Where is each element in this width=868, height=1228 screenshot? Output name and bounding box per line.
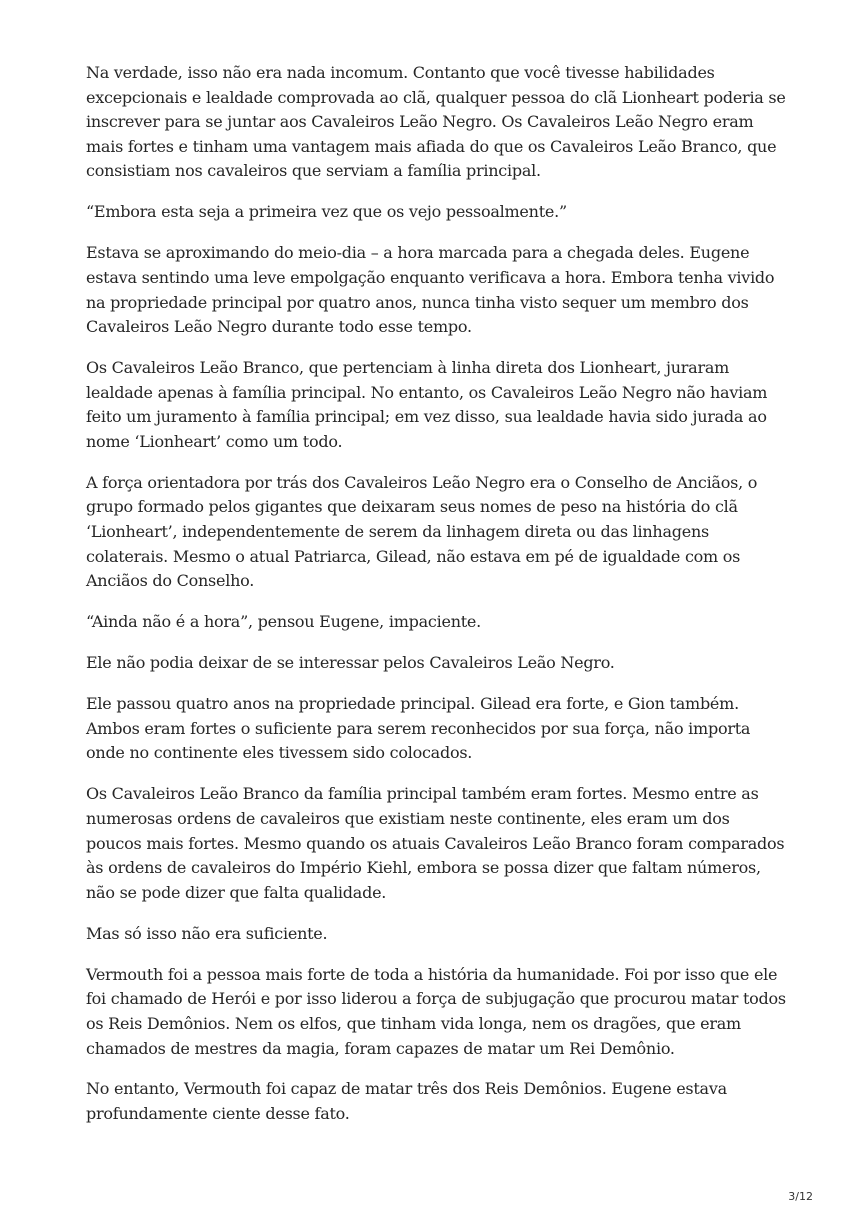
paragraph: Ele não podia deixar de se interessar pelos Cavaleiros Leão Negro. — [86, 653, 615, 673]
paragraph: Vermouth foi a pessoa mais forte de toda a história da humanidade. Foi por isso que ele foi chamado de Herói e por isso liderou a força de subjugação que procurou matar todos os Reis Demônios. Nem os elfos, que tinham vida longa, nem os dragões, que eram chamados de mestres da magia, foram capazes de matar um Rei Demônio. — [86, 964, 786, 1058]
paragraph: Estava se aproximando do meio-dia – a hora marcada para a chegada deles. Eugene estava sentindo uma leve empolgação enquanto verificava a hora. Embora tenha vivido na propriedade principal por quatro anos, nunca tinha visto sequer um membro dos Cavaleiros Leão Negro durante todo esse tempo. — [86, 243, 775, 337]
paragraph: Ele passou quatro anos na propriedade principal. Gilead era forte, e Gion também. Ambos eram fortes o suficiente para serem reconhecidos por sua força, não importa onde no continente eles tivessem sido colocados. — [86, 694, 751, 763]
paragraph: Os Cavaleiros Leão Branco da família principal também eram fortes. Mesmo entre as numerosas ordens de cavaleiros que existiam neste continente, eles eram um dos poucos mais fortes. Mesmo quando os atuais Cavaleiros Leão Branco foram comparados às ordens de cavaleiros do Império Kiehl, embora se possa dizer que faltam números, não se pode dizer que falta qualidade. — [86, 784, 785, 902]
paragraph: Na verdade, isso não era nada incomum. Contanto que você tivesse habilidades excepcionais e lealdade comprovada ao clã, qualquer pessoa do clã Lionheart poderia se inscrever para se juntar aos Cavaleiros Leão Negro. Os Cavaleiros Leão Negro eram mais fortes e tinham uma vantagem mais afiada do que os Cavaleiros Leão Branco, que consistiam nos cavaleiros que serviam a família principal. — [86, 63, 786, 181]
paragraph: “Embora esta seja a primeira vez que os vejo pessoalmente.” — [86, 202, 567, 222]
page-number: 3/12 — [788, 1190, 813, 1203]
document-body — [86, 61, 786, 1143]
paragraph: “Ainda não é a hora”, pensou Eugene, impaciente. — [86, 612, 481, 632]
paragraph: Os Cavaleiros Leão Branco, que pertenciam à linha direta dos Lionheart, juraram lealdade apenas à família principal. No entanto, os Cavaleiros Leão Negro não haviam feito um juramento à família principal; em vez disso, sua lealdade havia sido jurada ao nome ‘Lionheart’ como um todo. — [86, 358, 768, 451]
paragraph: No entanto, Vermouth foi capaz de matar três dos Reis Demônios. Eugene estava profundamente ciente desse fato. — [86, 1079, 727, 1124]
paragraph: Mas só isso não era suficiente. — [86, 923, 328, 943]
paragraph: A força orientadora por trás dos Cavaleiros Leão Negro era o Conselho de Anciãos, o grupo formado pelos gigantes que deixaram seus nomes de peso na história do clã ‘Lionheart’, independentemente de serem da linhagem direta ou das linhagens colaterais. Mesmo o atual Patriarca, Gilead, não estava em pé de igualdade com os Anciãos do Conselho. — [86, 472, 758, 591]
